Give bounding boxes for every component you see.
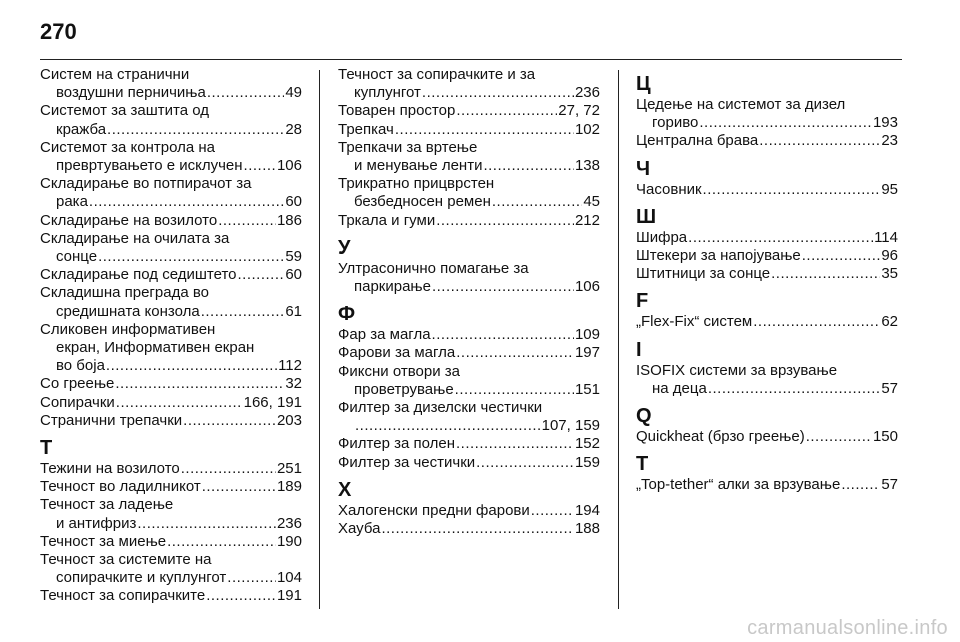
index-entry (338, 363, 600, 399)
dot-leader (107, 121, 284, 139)
dot-leader (483, 157, 574, 175)
index-entry-text: Системот за контрола на (40, 138, 215, 156)
index-entry (40, 533, 302, 551)
index-entry-text: Тркала и гуми (338, 211, 436, 229)
index-entry (40, 375, 302, 393)
dot-leader (137, 515, 276, 533)
index-entry-text: Цедење на системот за дизел (636, 96, 846, 113)
dot-leader (218, 212, 276, 230)
index-entry-text: превртувањето е исклучен (56, 157, 243, 175)
dot-leader (116, 394, 243, 412)
index-column-3 (636, 66, 898, 494)
dot-leader (703, 181, 881, 199)
index-entry-text: проветрување (354, 380, 454, 398)
dot-leader (89, 193, 284, 211)
index-page-ref: 151 (574, 380, 600, 398)
index-entry-text: Фар за магла (338, 326, 431, 344)
dot-leader (355, 417, 541, 435)
index-entry (338, 344, 600, 362)
index-entry-text: Штитници за сонце (636, 265, 771, 283)
header-rule (40, 59, 902, 60)
index-entry (636, 428, 898, 446)
index-page-ref: 32 (285, 375, 302, 393)
index-entry-text: средишната конзола (56, 302, 200, 320)
index-page-ref: 35 (881, 265, 898, 283)
index-page-ref: 112 (278, 357, 302, 375)
index-entry (338, 454, 600, 472)
index-column-1 (40, 66, 302, 606)
index-entry (636, 476, 898, 494)
index-page-ref: 236 (574, 84, 600, 102)
index-entry-text: Складирање во потпирачот за (40, 175, 252, 193)
index-page-ref: 166, 191 (243, 393, 302, 411)
index-entry-text: сонце (56, 248, 98, 266)
index-page-ref: 197 (574, 344, 600, 362)
dot-leader (201, 303, 285, 321)
index-entry (40, 139, 302, 175)
index-page-ref: 61 (285, 302, 302, 320)
index-letter-heading: T (636, 453, 649, 476)
index-entry-text: Филтер за дизелски честички (338, 399, 543, 417)
index-letter-heading: Ш (636, 205, 657, 228)
index-entry (40, 102, 302, 138)
index-entry (338, 212, 600, 230)
dot-leader (395, 121, 574, 139)
index-entry-text: Течност за миење (40, 532, 167, 550)
dot-leader (455, 381, 574, 399)
index-entry-text: кражба (56, 120, 107, 138)
index-entry-text: Системот за заштита од (40, 102, 209, 120)
dot-leader (456, 435, 574, 453)
index-entry (636, 265, 898, 283)
index-entry (338, 139, 600, 175)
index-entry (338, 121, 600, 139)
index-letter-heading: Ц (636, 73, 651, 95)
index-entry-text: Течност во ладилникот (40, 478, 201, 496)
dot-leader (432, 278, 574, 296)
dot-leader (759, 132, 880, 150)
dot-leader (699, 114, 872, 132)
dot-leader (183, 412, 276, 430)
index-entry-text: Хауба (338, 520, 381, 538)
column-divider-1 (319, 70, 320, 609)
index-entry-text: Течност за ладење (40, 496, 174, 514)
dot-leader (432, 326, 574, 344)
index-entry-text: Складирање на очилата за (40, 229, 230, 247)
index-entry-text: Складирање на возилото (40, 211, 218, 229)
index-page-ref: 107, 159 (541, 417, 600, 435)
index-entry (40, 394, 302, 412)
index-entry (338, 102, 600, 120)
dot-leader (238, 266, 285, 284)
index-page-ref: 150 (872, 428, 898, 446)
index-column-2 (338, 66, 600, 538)
index-entry (338, 326, 600, 344)
column-divider-2 (618, 70, 619, 609)
index-page-ref: 104 (276, 569, 302, 587)
index-entry-text: Сликовен информативен (40, 320, 216, 338)
dot-leader (802, 247, 881, 265)
index-letter-heading: У (338, 236, 351, 259)
dot-leader (381, 520, 574, 538)
dot-leader (207, 84, 284, 102)
index-entry (40, 284, 302, 320)
index-entry-text: ISOFIX системи за врзување (636, 361, 838, 379)
index-entry (338, 260, 600, 296)
index-page-ref: 23 (881, 132, 898, 150)
index-entry (40, 212, 302, 230)
index-entry-text: и менување ленти (354, 157, 483, 175)
index-entry-text: Филтер за честички (338, 453, 476, 471)
index-page-ref: 27, 72 (558, 102, 600, 120)
dot-leader (181, 460, 276, 478)
dot-leader (841, 476, 880, 494)
index-entry (40, 460, 302, 478)
dot-leader (227, 569, 276, 587)
index-entry (338, 435, 600, 453)
index-entry-text: Складирање под седиштето (40, 266, 237, 284)
index-entry-text: Складишна преграда во (40, 284, 209, 302)
index-entry-text: Часовник (636, 180, 702, 198)
index-page-ref: 152 (574, 435, 600, 453)
index-page-ref: 45 (583, 193, 600, 211)
index-entry-text: Трепкач (338, 120, 394, 138)
index-entry (40, 321, 302, 376)
index-letter-heading: Т (40, 437, 53, 460)
index-page-ref: 59 (285, 248, 302, 266)
index-entry-text: Централна брава (636, 132, 759, 150)
index-page-ref: 193 (872, 114, 898, 132)
dot-leader (436, 212, 574, 230)
index-page-ref: 49 (285, 84, 302, 102)
index-page-ref: 236 (276, 514, 302, 532)
index-entry-text: куплунгот (354, 84, 421, 102)
index-entry-text: паркирање (354, 278, 431, 296)
index-page-ref: 251 (276, 460, 302, 478)
index-page-ref: 190 (276, 532, 302, 550)
index-entry (40, 266, 302, 284)
index-entry-text: Течност за сопирачките (40, 587, 206, 605)
index-entry (338, 66, 600, 102)
index-entry-text: Quickheat (брзо греење) (636, 428, 805, 446)
index-entry-text: „Top-tether“ алки за врзување (636, 476, 841, 494)
dot-leader (422, 84, 574, 102)
dot-leader (492, 193, 582, 211)
index-entry (636, 362, 898, 398)
index-letter-heading: Ф (338, 303, 356, 326)
index-entry-text: Фиксни отвори за (338, 362, 460, 380)
index-page-ref: 96 (881, 247, 898, 265)
dot-leader (753, 313, 880, 331)
index-entry (636, 229, 898, 247)
dot-leader (806, 428, 872, 446)
index-entry-text: во боја (56, 357, 105, 375)
index-page-ref: 138 (574, 157, 600, 175)
index-entry-text: Тежини на возилото (40, 460, 180, 478)
index-letter-heading: Q (636, 405, 652, 428)
dot-leader (244, 157, 276, 175)
index-entry (636, 247, 898, 265)
index-entry-text: Сопирачки (40, 393, 115, 411)
dot-leader (206, 587, 276, 605)
dot-leader (115, 375, 284, 393)
index-page-ref: 188 (574, 520, 600, 538)
index-entry-text: воздушни перничиња (56, 84, 206, 102)
index-page-ref: 57 (881, 476, 898, 494)
index-entry-text: сопирачките и куплунгот (56, 569, 227, 587)
index-entry-text: Филтер за полен (338, 435, 455, 453)
dot-leader (708, 380, 880, 398)
index-entry-text: Течност за сопирачките и за (338, 66, 536, 83)
index-page-ref: 109 (574, 326, 600, 344)
index-entry-text: рака (56, 193, 88, 211)
watermark: carmanualsonline.info (747, 617, 948, 639)
index-entry-text: и антифриз (56, 514, 137, 532)
index-entry (40, 496, 302, 532)
index-entry (636, 96, 898, 132)
index-entry-text: Странични трепачки (40, 411, 183, 429)
dot-leader (456, 344, 574, 362)
index-entry-text: гориво (652, 114, 699, 132)
index-page-ref: 194 (574, 501, 600, 519)
index-letter-heading: Ч (636, 157, 651, 180)
index-entry (636, 313, 898, 331)
index-entry (636, 181, 898, 199)
dot-leader (106, 357, 277, 375)
index-entry-text: на деца (652, 379, 707, 397)
index-page-ref: 106 (574, 278, 600, 296)
index-entry (40, 478, 302, 496)
dot-leader (167, 533, 276, 551)
index-page-ref: 57 (881, 379, 898, 397)
index-entry-text: екран, Информативен екран (56, 339, 255, 357)
dot-leader (98, 248, 284, 266)
index-entry-text: Штекери за напојување (636, 247, 801, 265)
index-entry (338, 520, 600, 538)
index-entry-text: Ултрасонично помагање за (338, 259, 529, 277)
index-entry-text: „Flex-Fix“ систем (636, 313, 753, 331)
dot-leader (531, 502, 574, 520)
dot-leader (476, 454, 574, 472)
index-entry-text: Течност за системите на (40, 551, 212, 569)
dot-leader (456, 102, 557, 120)
index-entry-text: Товарен простор (338, 102, 456, 120)
index-entry-text: Со греење (40, 375, 115, 393)
index-letter-heading: I (636, 338, 642, 361)
index-page-ref: 28 (285, 120, 302, 138)
index-page-ref: 159 (574, 453, 600, 471)
index-entry-text: Халогенски предни фарови (338, 501, 530, 519)
index-page-ref: 62 (881, 313, 898, 331)
index-page-ref: 60 (285, 193, 302, 211)
index-entry (338, 399, 600, 435)
index-entry (40, 587, 302, 605)
index-page-ref: 102 (574, 120, 600, 138)
index-entry-text: Систем на странични (40, 66, 190, 83)
index-entry-text: Шифра (636, 228, 688, 246)
page-number: 270 (40, 19, 77, 44)
index-page-ref: 186 (276, 211, 302, 229)
index-letter-heading: Х (338, 478, 352, 501)
index-page-ref: 114 (874, 228, 898, 246)
index-entry-text: безбедносен ремен (354, 193, 491, 211)
index-page-ref: 60 (285, 266, 302, 284)
dot-leader (688, 229, 873, 247)
index-entry-text: Трепкачи за вртење (338, 138, 478, 156)
index-entry (40, 230, 302, 266)
index-page-ref: 203 (276, 411, 302, 429)
index-entry-text: Трикратно прицврстен (338, 175, 495, 193)
index-entry-text: Фарови за магла (338, 344, 456, 362)
index-page-ref: 191 (276, 587, 302, 605)
index-page-ref: 95 (881, 180, 898, 198)
dot-leader (202, 478, 276, 496)
index-entry (338, 502, 600, 520)
index-letter-heading: F (636, 290, 649, 313)
index-entry (40, 551, 302, 587)
index-entry (40, 66, 302, 102)
index-entry (40, 175, 302, 211)
dot-leader (771, 265, 880, 283)
index-page-ref: 212 (574, 211, 600, 229)
index-page-ref: 106 (276, 157, 302, 175)
index-page-ref: 189 (276, 478, 302, 496)
index-entry (40, 412, 302, 430)
index-entry (338, 175, 600, 211)
index-entry (636, 132, 898, 150)
